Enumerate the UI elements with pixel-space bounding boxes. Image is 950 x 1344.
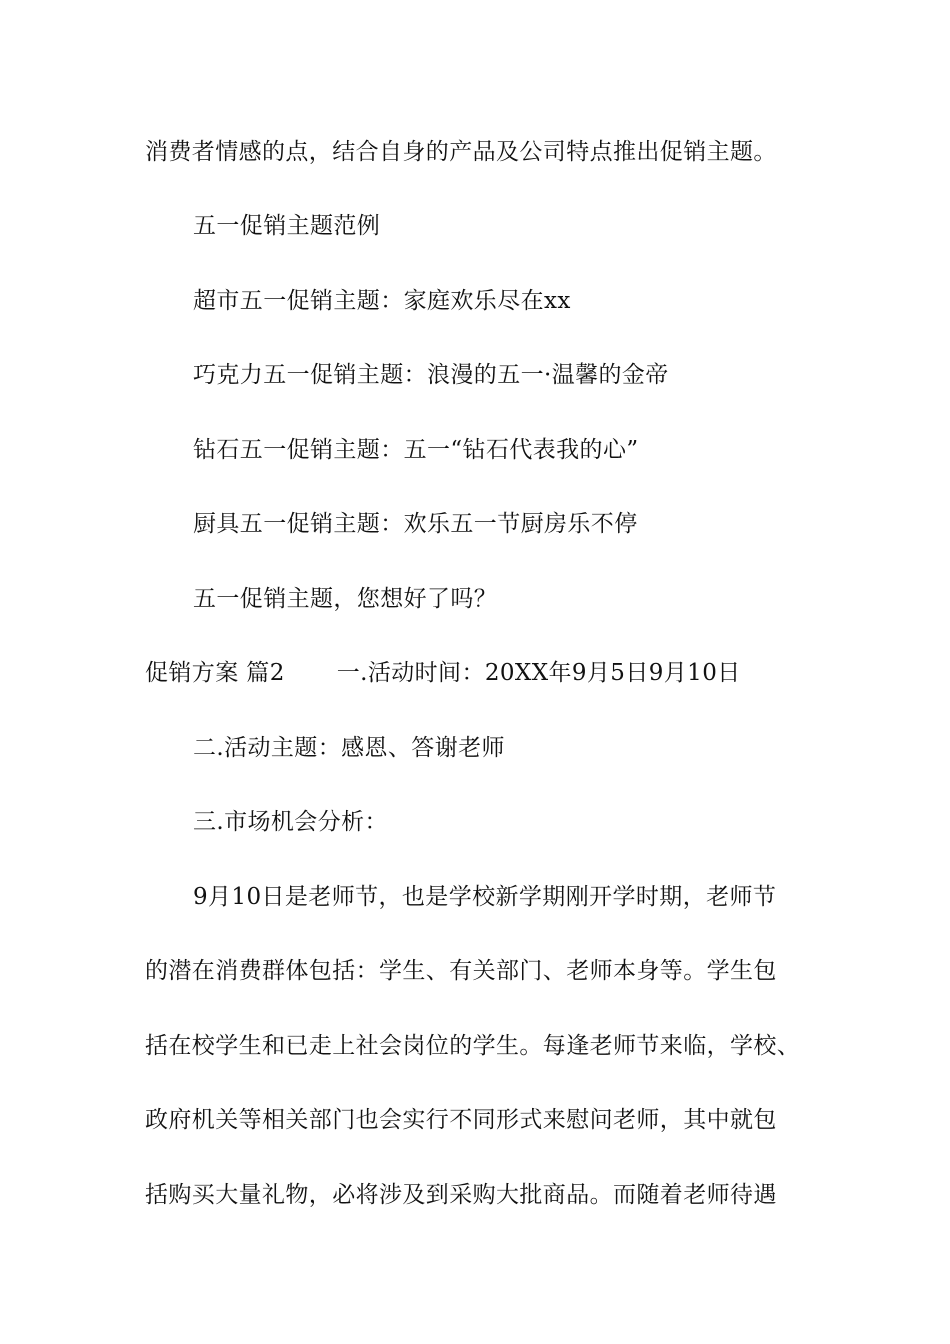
text-line: 五一促销主题范例 [193, 213, 381, 239]
list-item: 二.活动主题：感恩、答谢老师 [193, 735, 505, 761]
paragraph-line: 的潜在消费群体包括：学生、有关部门、老师本身等。学生包 [145, 958, 777, 984]
paragraph-line: 括在校学生和已走上社会岗位的学生。每逢老师节来临，学校、 [145, 1033, 801, 1059]
section-line [145, 658, 741, 688]
activity-time: 一.活动时间：20XX年9月5日9月10日 [336, 660, 741, 686]
section-heading: 促销方案 篇2 [145, 660, 285, 686]
text-line: 钻石五一促销主题：五一“钻石代表我的心” [193, 437, 639, 463]
text-line: 消费者情感的点，结合自身的产品及公司特点推出促销主题。 [145, 139, 777, 165]
text-line: 超市五一促销主题：家庭欢乐尽在xx [193, 288, 571, 314]
paragraph-line: 9月10日是老师节，也是学校新学期刚开学时期，老师节 [193, 884, 777, 910]
paragraph-line: 政府机关等相关部门也会实行不同形式来慰问老师，其中就包 [145, 1107, 777, 1133]
text-line: 厨具五一促销主题：欢乐五一节厨房乐不停 [193, 511, 638, 537]
paragraph-line: 括购买大量礼物，必将涉及到采购大批商品。而随着老师待遇 [145, 1182, 777, 1208]
text-line: 巧克力五一促销主题：浪漫的五一·温馨的金帝 [193, 362, 669, 388]
list-item: 三.市场机会分析： [193, 809, 388, 835]
text-line: 五一促销主题，您想好了吗？ [193, 586, 498, 612]
